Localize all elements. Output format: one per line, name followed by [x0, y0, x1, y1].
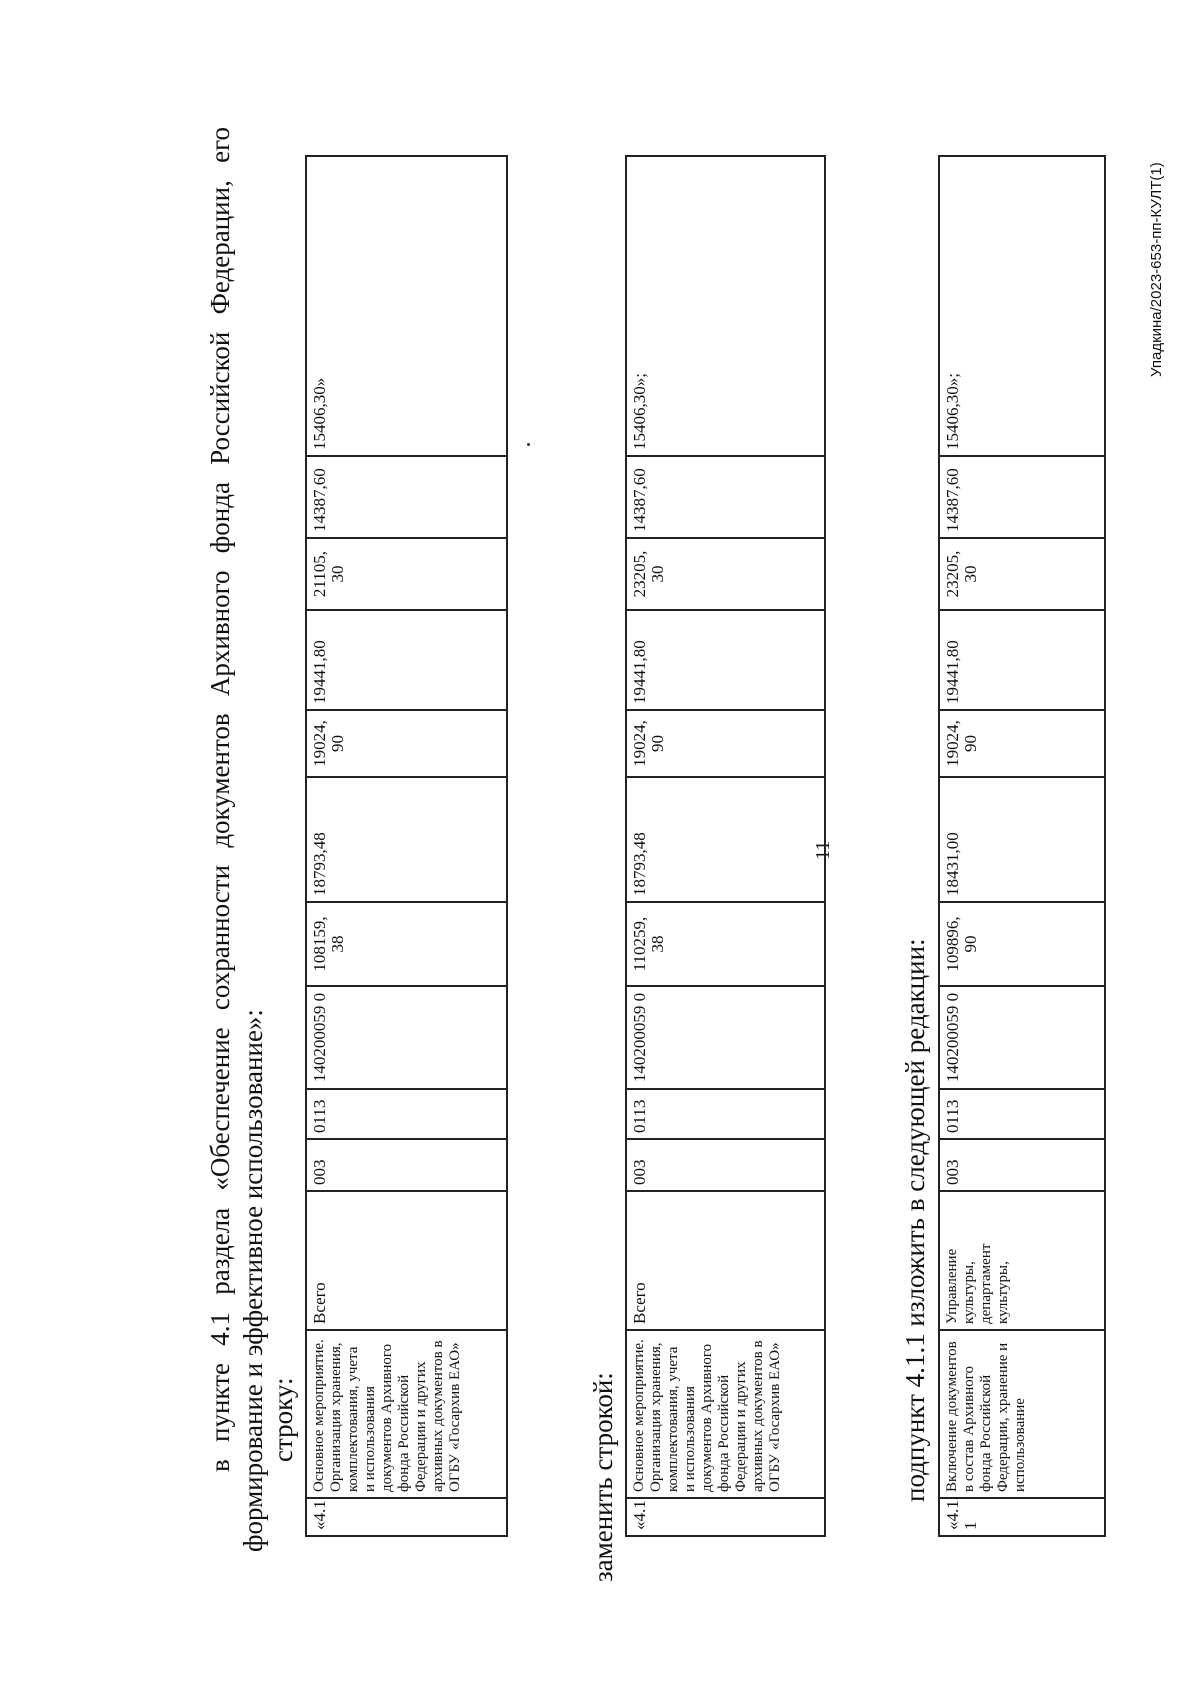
page-number: 11	[812, 840, 834, 860]
scan-speck	[527, 443, 530, 446]
cell-grbs: 003	[939, 1139, 1105, 1191]
cell-year-2: 19024, 90	[626, 710, 825, 777]
cell-year-4: 23205, 30	[626, 538, 825, 610]
intro-paragraph	[204, 127, 270, 1552]
cell-year-5: 14387,60	[306, 456, 507, 538]
cell-total: 109896, 90	[939, 902, 1105, 986]
cell-year-2: 19024, 90	[306, 710, 507, 777]
footer-code: Упадкина/2023-653-пп-КУЛТ(1)	[1148, 162, 1165, 377]
cell-year-3: 19441,80	[626, 610, 825, 710]
cell-year-2: 19024, 90	[939, 710, 1105, 777]
cell-year-1: 18431,00	[939, 777, 1105, 902]
cell-name: Включение документов в состав Архивного фонда Российской Федерации, хранение и использование	[939, 1330, 1105, 1498]
cell-year-6: 15406,30»;	[939, 156, 1105, 456]
cell-num: «4.1	[626, 1498, 825, 1536]
cell-num: «4.1. 1	[939, 1498, 1105, 1536]
cell-year-1: 18793,48	[306, 777, 507, 902]
intro-line-2: формирование и эффективное использование»:	[238, 1009, 268, 1552]
cell-grbs: 003	[626, 1139, 825, 1191]
cell-rzpr: 0113	[626, 1089, 825, 1139]
cell-csr: 140200059 0	[306, 986, 507, 1089]
label-subpoint: подпункт 4.1.1 изложить в следующей редакции:	[900, 938, 930, 1502]
cell-year-4: 23205, 30	[939, 538, 1105, 610]
cell-num: «4.1	[306, 1498, 507, 1536]
cell-name: Основное мероприятие. Организация хранения, комплектования, учета и использования документов Архивного фонда Российской Федерации и других архивных документов в ОГБУ «Госархив ЕАО»	[626, 1330, 825, 1498]
cell-year-6: 15406,30»	[306, 156, 507, 456]
cell-csr: 140200059 0	[626, 986, 825, 1089]
cell-executor: Управление культуры, департамент культуры,	[939, 1191, 1105, 1330]
intro-line-1: в пункте 4.1 раздела «Обеспечение сохранности документов Архивного фонда Российской Федерации, его	[205, 127, 235, 1472]
table-new-row	[625, 155, 826, 1537]
cell-year-4: 21105, 30	[306, 538, 507, 610]
label-row: строку:	[268, 1377, 298, 1462]
cell-year-1: 18793,48	[626, 777, 825, 902]
cell-csr: 140200059 0	[939, 986, 1105, 1089]
cell-executor: Всего	[626, 1191, 825, 1330]
cell-rzpr: 0113	[939, 1089, 1105, 1139]
table-subpoint-row	[938, 155, 1106, 1537]
table-row	[306, 156, 507, 1536]
cell-executor: Всего	[306, 1191, 507, 1330]
cell-grbs: 003	[306, 1139, 507, 1191]
table-row	[939, 156, 1105, 1536]
table-old-row	[305, 155, 508, 1537]
cell-year-6: 15406,30»;	[626, 156, 825, 456]
cell-total: 108159, 38	[306, 902, 507, 986]
cell-name: Основное мероприятие. Организация хранения, комплектования, учета и использования документов Архивного фонда Российской Федерации и других архивных документов в ОГБУ «Госархив ЕАО»	[306, 1330, 507, 1498]
cell-year-3: 19441,80	[939, 610, 1105, 710]
cell-year-3: 19441,80	[306, 610, 507, 710]
cell-rzpr: 0113	[306, 1089, 507, 1139]
table-row	[626, 156, 825, 1536]
cell-year-5: 14387,60	[939, 456, 1105, 538]
label-replace: заменить строкой:	[588, 1372, 618, 1582]
cell-total: 110259, 38	[626, 902, 825, 986]
cell-year-5: 14387,60	[626, 456, 825, 538]
